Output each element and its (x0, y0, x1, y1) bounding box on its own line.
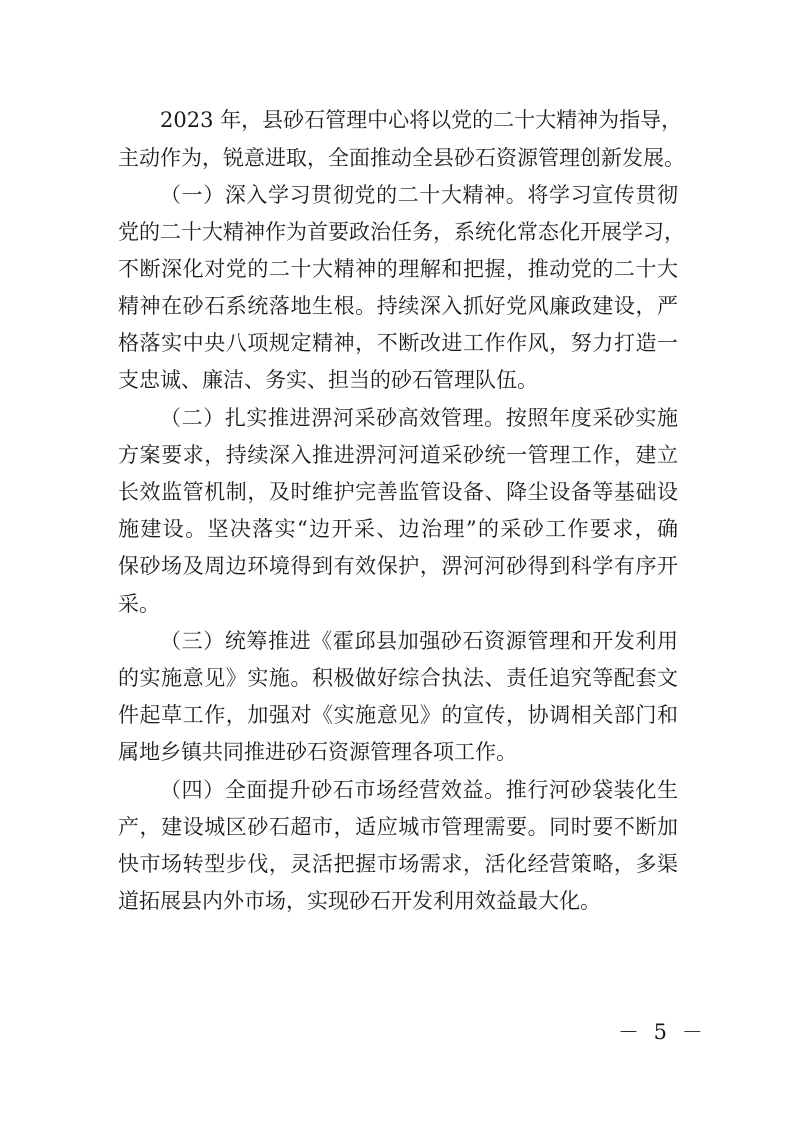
paragraph-section-2-line-6: 采。 (118, 592, 160, 616)
paragraph-section-3-line-4: 属地乡镇共同推进砂石资源管理各项工作。 (118, 740, 517, 764)
paragraph-section-4-line-4: 道拓展县内外市场，实现砂石开发利用效益最大化。 (118, 889, 601, 913)
paragraph-section-1-line-4: 精神在砂石系统落地生根。持续深入抓好党风廉政建设，严 (118, 294, 678, 318)
paragraph-section-2-line-2: 方案要求，持续深入推进淠河河道采砂统一管理工作，建立 (118, 443, 678, 467)
paragraph-section-2-line-3: 长效监管机制，及时维护完善监管设备、降尘设备等基础设 (118, 480, 678, 504)
paragraph-section-2-line-1: （二）扎实推进淠河采砂高效管理。按照年度采砂实施 (160, 406, 678, 430)
page-number: － 5 － (618, 1020, 707, 1044)
paragraph-section-1-line-1: （一）深入学习贯彻党的二十大精神。将学习宣传贯彻 (160, 183, 678, 207)
paragraph-section-4-line-1: （四）全面提升砂石市场经营效益。推行河砂袋装化生 (160, 778, 678, 802)
paragraph-section-1-line-5: 格落实中央八项规定精神，不断改进工作作风，努力打造一 (118, 331, 678, 355)
paragraph-intro-line-1: 2023 年，县砂石管理中心将以党的二十大精神为指导， (160, 108, 683, 132)
paragraph-section-4-line-2: 产，建设城区砂石超市，适应城市管理需要。同时要不断加 (118, 815, 678, 839)
paragraph-section-2-line-4: 施建设。坚决落实“边开采、边治理”的采砂工作要求，确 (118, 517, 678, 541)
paragraph-section-3-line-1: （三）统筹推进《霍邱县加强砂石资源管理和开发利用 (160, 629, 678, 653)
paragraph-section-1-line-6: 支忠诚、廉洁、务实、担当的砂石管理队伍。 (118, 368, 538, 392)
paragraph-section-4-line-3: 快市场转型步伐，灵活把握市场需求，活化经营策略，多渠 (118, 852, 678, 876)
paragraph-section-3-line-3: 件起草工作，加强对《实施意见》的宣传，协调相关部门和 (118, 703, 678, 727)
paragraph-section-3-line-2: 的实施意见》实施。积极做好综合执法、责任追究等配套文 (118, 666, 678, 690)
paragraph-section-2-line-5: 保砂场及周边环境得到有效保护，淠河河砂得到科学有序开 (118, 554, 678, 578)
paragraph-section-1-line-2: 党的二十大精神作为首要政治任务，系统化常态化开展学习， (118, 220, 685, 244)
paragraph-intro-line-2: 主动作为，锐意进取，全面推动全县砂石资源管理创新发展。 (118, 146, 685, 170)
paragraph-section-1-line-3: 不断深化对党的二十大精神的理解和把握，推动党的二十大 (118, 257, 678, 281)
